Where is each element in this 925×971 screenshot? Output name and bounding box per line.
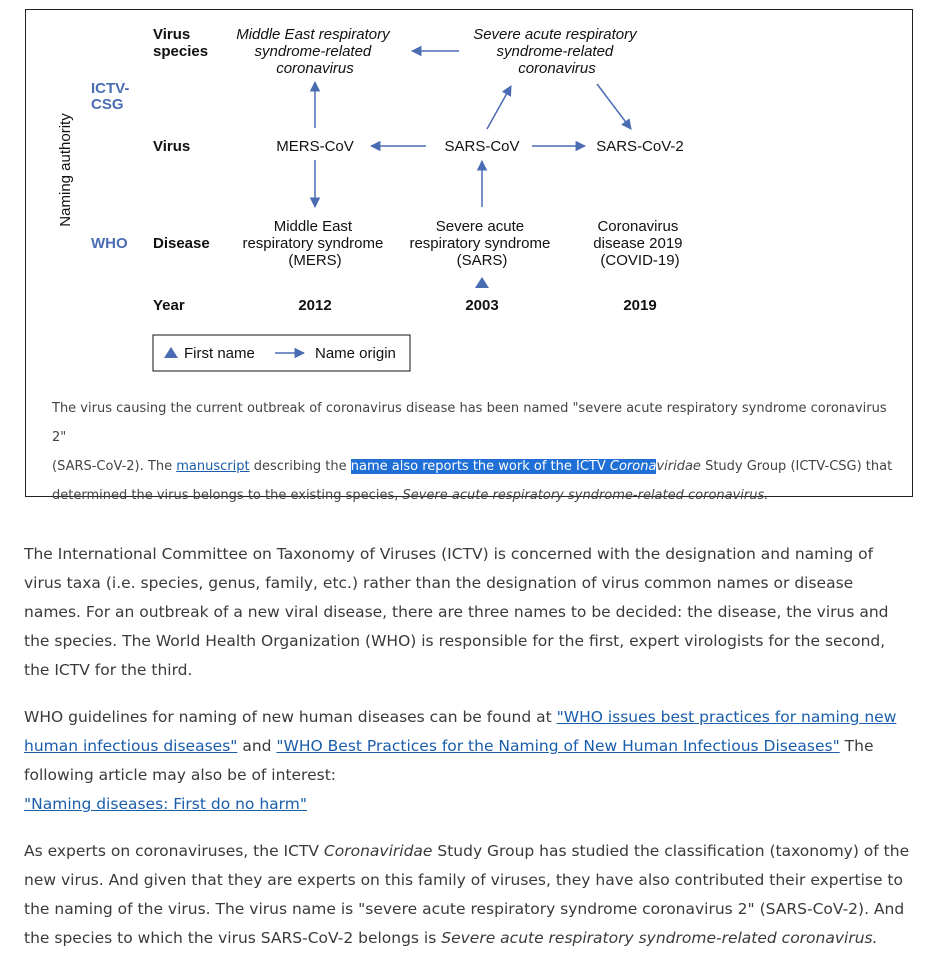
disease-sars: Severe acute respiratory syndrome (SARS) (409, 218, 551, 269)
authority-axis-label: Naming authority (57, 113, 74, 227)
arrow-sars-species-to-sars2-virus (597, 84, 631, 129)
legend-first-name-marker (164, 347, 178, 358)
figure-caption (52, 394, 897, 510)
first-name-marker-sars (475, 277, 489, 288)
row-label-virus: Virus (153, 138, 191, 155)
caption-line-1: The virus causing the current outbreak of coronavirus disease has been named "severe acute respiratory syndrome coronavirus 2" (52, 401, 887, 445)
article-body (24, 540, 914, 971)
caption-line-2: (SARS-CoV-2). The manuscript describing the name also reports the work of the ICTV Coronaviridae Study Group (ICTV-CSG) that (52, 459, 893, 474)
naming-diagram (26, 10, 914, 395)
legend (153, 335, 410, 371)
virus-sars2: SARS-CoV-2 (596, 138, 684, 155)
virus-mers: MERS-CoV (276, 138, 354, 155)
legend-first-name-label: First name (184, 345, 255, 362)
authority-who-label: WHO (91, 235, 128, 252)
year-covid: 2019 (623, 297, 657, 314)
arrow-sars-virus-to-sars-species (487, 86, 511, 129)
caption-line-3: determined the virus belongs to the existing species, Severe acute respiratory syndrome-related coronavirus. (52, 488, 769, 503)
who-best-practices-news-link[interactable]: "WHO issues best practices for naming new human infectious diseases" (24, 708, 897, 755)
figure-box (25, 9, 913, 503)
species-mers: Middle East respiratory syndrome-related coronavirus (236, 26, 390, 77)
article-paragraph-1: The International Committee on Taxonomy of Viruses (ICTV) is concerned with the designation and naming of virus taxa (i.e. species, genus, family, etc.) rather than the designation of virus common names or disease names. For an outbreak of a new viral disease, there are three names to be decided: the disease, the virus and the species. The World Health Organization (WHO) is responsible for the first, expert virologists for the second, the ICTV for the third. (24, 545, 889, 679)
authority-ictv-label: ICTV-CSG (91, 80, 130, 113)
row-label-species: Virus species (153, 26, 209, 60)
row-label-year: Year (153, 297, 185, 314)
virus-sars: SARS-CoV (444, 138, 520, 155)
disease-covid: Coronavirus disease 2019 (COVID-19) (593, 218, 683, 269)
row-label-disease: Disease (153, 235, 210, 252)
species-sars: Severe acute respiratory syndrome-related coronavirus (473, 26, 637, 77)
who-best-practices-document-link[interactable]: "WHO Best Practices for the Naming of New Human Infectious Diseases" (276, 737, 840, 755)
manuscript-link[interactable]: manuscript (176, 459, 250, 474)
year-mers: 2012 (298, 297, 332, 314)
disease-mers: Middle East respiratory syndrome (MERS) (242, 218, 384, 269)
legend-name-origin-label: Name origin (315, 345, 396, 362)
article-paragraph-2: WHO guidelines for naming of new human diseases can be found at "WHO issues best practices for naming new human infectious diseases" and "WHO Best Practices for the Naming of New Human Infectious Diseases" The following article may also be of interest: "Naming diseases: First do no harm" (24, 708, 897, 813)
naming-diseases-article-link[interactable]: "Naming diseases: First do no harm" (24, 795, 307, 813)
year-sars: 2003 (465, 297, 499, 314)
selected-text: name also reports the work of the ICTV Corona (350, 459, 657, 474)
article-paragraph-3: As experts on coronaviruses, the ICTV Coronaviridae Study Group has studied the classification (taxonomy) of the new virus. And given that they are experts on this family of viruses, they have also contributed their expertise to the naming of the virus. The virus name is "severe acute respiratory syndrome coronavirus 2" (SARS-CoV-2). And the species to which the virus SARS-CoV-2 belongs is Severe acute respiratory syndrome-related coronavirus. (24, 842, 910, 947)
